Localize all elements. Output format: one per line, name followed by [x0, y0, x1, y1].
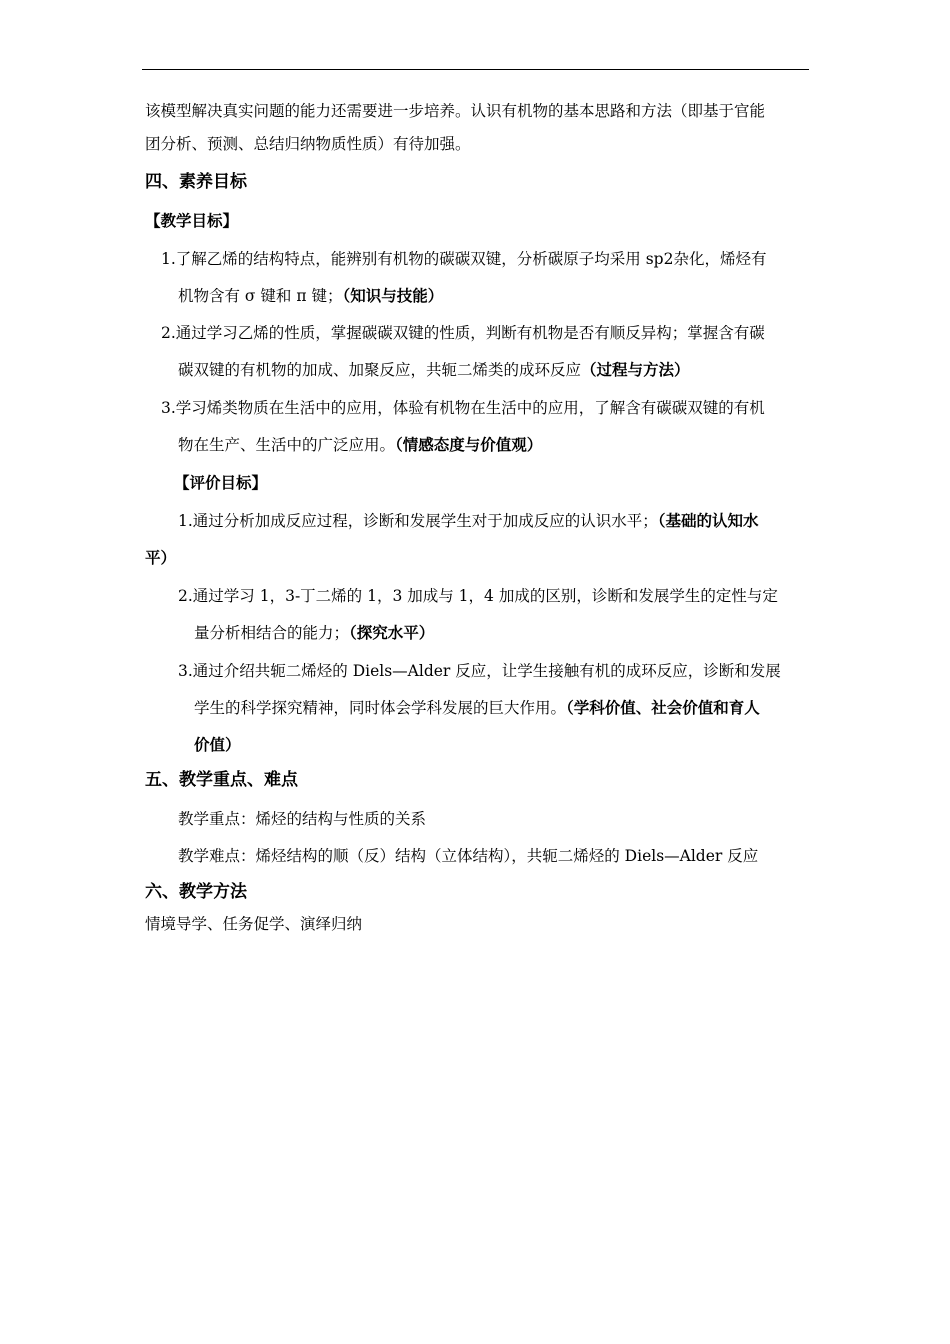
- goal-3-line-1: 3.学习烯类物质在生活中的应用，体验有机物在生活中的应用，了解含有碳碳双键的有机: [161, 399, 765, 417]
- goal-3-tag: （情感态度与价值观）: [395, 436, 543, 454]
- goal-1-tag: （知识与技能）: [342, 287, 444, 305]
- goal-1-line-1: 1.了解乙烯的结构特点，能辨别有机物的碳碳双键，分析碳原子均采用 sp2杂化，烯烃有: [161, 250, 767, 268]
- section-5-heading: 五、教学重点、难点: [145, 770, 298, 790]
- eval-goals-label: 【评价目标】: [174, 474, 268, 492]
- eval-1-line-1: [178, 511, 759, 531]
- header-rule: [142, 69, 809, 70]
- eval-3-text: 学生的科学探究精神，同时体会学科发展的巨大作用。: [194, 699, 567, 717]
- eval-1-text: 1.通过分析加成反应过程，诊断和发展学生对于加成反应的认识水平；: [178, 512, 658, 530]
- eval-1-tag: （基础的认知水: [657, 512, 759, 530]
- eval-3-line-2: [194, 698, 760, 718]
- difficulty: 教学难点：烯烃结构的顺（反）结构（立体结构），共轭二烯烃的 Diels—Alder 反应: [178, 847, 759, 865]
- section-6-heading: 六、教学方法: [145, 882, 247, 902]
- eval-2-tag: （探究水平）: [349, 624, 435, 642]
- teaching-goals-label: 【教学目标】: [145, 212, 239, 230]
- eval-2-line-1: 2.通过学习 1，3-丁二烯的 1，3 加成与 1，4 加成的区别，诊断和发展学生的定性与定: [178, 587, 778, 605]
- eval-2-text: 量分析相结合的能力；: [194, 624, 350, 642]
- eval-3-line-1: 3.通过介绍共轭二烯烃的 Diels—Alder 反应，让学生接触有机的成环反应，诊断和发展: [178, 662, 781, 680]
- intro-line-1: 该模型解决真实问题的能力还需要进一步培养。认识有机物的基本思路和方法（即基于官能: [145, 102, 766, 120]
- goal-2-line-1: 2.通过学习乙烯的性质，掌握碳碳双键的性质，判断有机物是否有顺反异构；掌握含有碳: [161, 324, 765, 342]
- key-point: 教学重点：烯烃的结构与性质的关系: [178, 810, 427, 828]
- eval-1-line-2: 平）: [145, 549, 177, 567]
- section-4-heading: 四、素养目标: [145, 172, 247, 192]
- goal-1-text: 机物含有 σ 键和 π 键；: [178, 287, 343, 305]
- goal-3-text: 物在生产、生活中的广泛应用。: [178, 436, 396, 454]
- intro-line-2: 团分析、预测、总结归纳物质性质）有待加强。: [145, 135, 471, 153]
- goal-2-line-2: [178, 360, 690, 380]
- goal-2-text: 碳双键的有机物的加成、加聚反应，共轭二烯类的成环反应: [178, 361, 582, 379]
- teaching-methods: 情境导学、任务促学、演绎归纳: [145, 915, 363, 933]
- eval-2-line-2: [194, 623, 434, 643]
- goal-2-tag: （过程与方法）: [581, 361, 690, 379]
- eval-3-line-3: 价值）: [194, 736, 241, 754]
- goal-1-line-2: [178, 286, 443, 306]
- goal-3-line-2: [178, 435, 542, 455]
- eval-3-tag: （学科价值、社会价值和育人: [566, 699, 760, 717]
